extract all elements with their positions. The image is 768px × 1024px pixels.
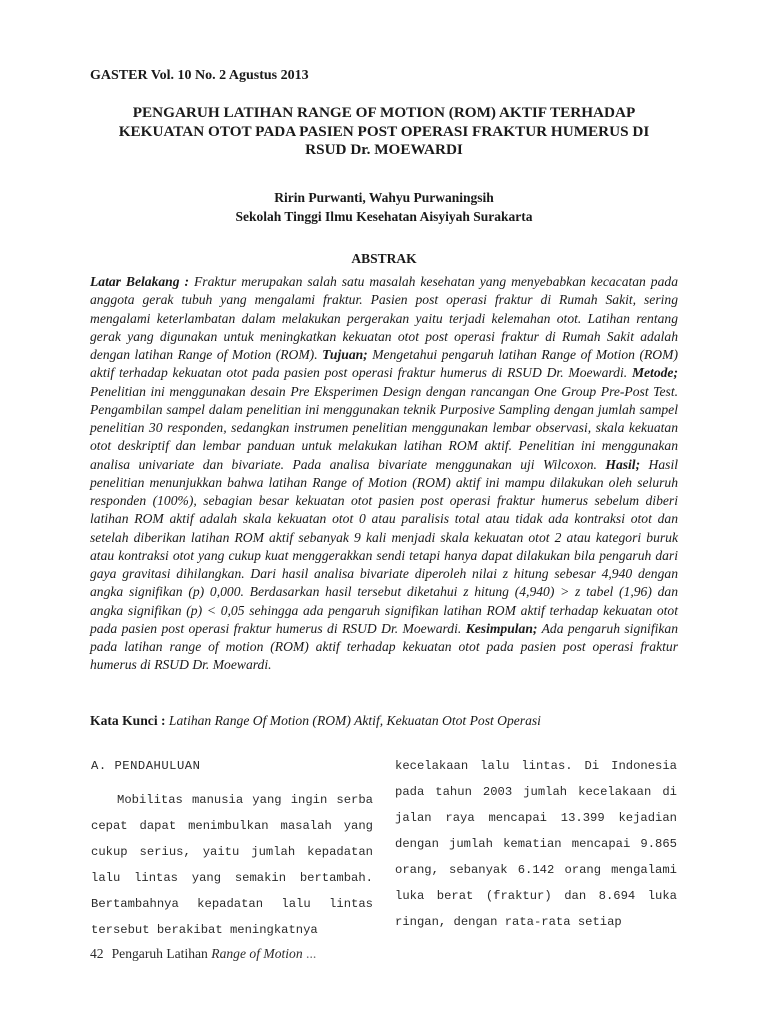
keywords-text: Latihan Range Of Motion (ROM) Aktif, Kekuatan Otot Post Operasi [165,713,541,728]
page-footer [90,946,316,962]
intro-paragraph-right: kecelakaan lalu lintas. Di Indonesia pada tahun 2003 jumlah kecelakaan di jalan raya mencapai 13.399 kejadian dengan jumlah kematian mencapai 9.865 orang, sebanyak 6.142 orang mengalami luka berat (fraktur) dan 8.694 luka ringan, dengan rata-rata setiap [395,759,677,929]
abstract-background-label: Latar Belakang : [90,274,190,289]
running-title-ellipsis: ... [302,946,317,961]
abstract-aim: Mengetahui pengaruh latihan Range of Motion (ROM) aktif terhadap kekuatan otot pada pasien post operasi fraktur humerus di RSUD Dr. Moewardi. [90,347,678,381]
author-names: Ririn Purwanti, Wahyu Purwaningsih [274,190,494,205]
journal-header: GASTER Vol. 10 No. 2 Agustus 2013 [90,68,309,83]
title-line-1: PENGARUH LATIHAN RANGE OF MOTION (ROM) AKTIF TERHADAP [132,104,636,121]
running-title: Pengaruh Latihan [111,946,212,961]
intro-paragraph-left: Mobilitas manusia yang ingin serba cepat dapat menimbulkan masalah yang cukup serius, yaitu jumlah kepadatan lalu lintas yang semakin bertambah. Bertambahnya kepadatan lalu lintas tersebut berakibat meningkatnya [91,793,373,937]
abstract-heading: ABSTRAK [351,251,417,266]
abstract-background: Fraktur merupakan salah satu masalah kesehatan yang menyebabkan kecacatan pada anggota gerak tubuh yang mengalami fraktur. Pasien post operasi fraktur di Rumah Sakit, sering mengalami keterlambatan dalam melakukan pergerakan yaitu terjadi kelemahan otot. Latihan rentang gerak yang digunakan untuk meningkatkan kekuatan otot post operasi fraktur di Rumah Sakit adalah dengan latihan Range of Motion (ROM). [90,274,678,362]
abstract-result-label: Hasil; [605,456,641,472]
abstract-result: Hasil penelitian menunjukkan bahwa latihan Range of Motion (ROM) aktif ini mampu dilakukan oleh seluruh responden (100%), sebagian besar kekuatan otot pasien post operasi fraktur humerus sebelum diberi latihan ROM aktif adalah skala kekuatan otot 0 atau paralisis total atau tidak ada kontraksi otot dan setelah diberikan latihan ROM aktif sebanyak 9 kali menjadi skala kekuatan otot 2 atau kategori buruk atau kontraksi otot yang cukup kuat menggerakkan sendi tetapi hanya dapat dilakukan bila pengaruh dari gaya gravitasi dihilangkan. Dari hasil analisa bivariate diperoleh nilai z hitung sebesar 4,940 dengan angka signifikan (p) 0,000. Berdasarkan hasil tersebut diketahui z hitung (4,940) > z tabel (1,96) dan angka signifikan (p) < 0,05 sehingga ada pengaruh signifikan latihan ROM aktif terhadap kekuatan otot pada pasien post operasi fraktur humerus di RSUD Dr. Moewardi. [90,456,679,636]
running-title-italic: Range of Motion [211,946,303,961]
keywords-label: Kata Kunci : [90,713,166,728]
abstract-method-label: Metode; [631,365,678,381]
paper-title [80,104,688,160]
title-line-2: KEKUATAN OTOT PADA PASIEN POST OPERASI FRAKTUR HUMERUS DI [118,122,650,140]
abstract-aim-label: Tujuan; [322,347,368,362]
section-heading: A. PENDAHULUAN [91,759,201,773]
page-number: 42 [90,946,104,961]
body-column-left [91,753,373,943]
title-line-3: RSUD Dr. MOEWARDI [305,141,463,159]
abstract-method: Penelitian ini menggunakan desain Pre Eksperimen Design dengan rancangan One Group Pre-Post Test. Pengambilan sampel dalam penelitian ini menggunakan teknik Purposive Sampling dengan jumlah sampel penelitian 30 responden, sedangkan instrumen penelitian menggunakan lembar observasi, skala kekuatan otot deskriptif dan lembar panduan untuk melakukan latihan ROM aktif. Penelitian ini menggunakan analisa univariate dan bivariate. Pada analisa bivariate menggunakan uji Wilcoxon. [90,383,678,472]
keywords [90,713,678,729]
author-block [80,188,688,226]
abstract-conclusion: Ada pengaruh signifikan pada latihan range of motion (ROM) aktif terhadap kekuatan otot pada pasien post operasi fraktur humerus di RSUD Dr. Moewardi. [90,620,678,673]
author-affiliation: Sekolah Tinggi Ilmu Kesehatan Aisyiyah Surakarta [235,209,533,224]
abstract-body [90,273,678,675]
abstract-conclusion-label: Kesimpulan; [465,620,538,636]
body-column-right [395,753,677,935]
